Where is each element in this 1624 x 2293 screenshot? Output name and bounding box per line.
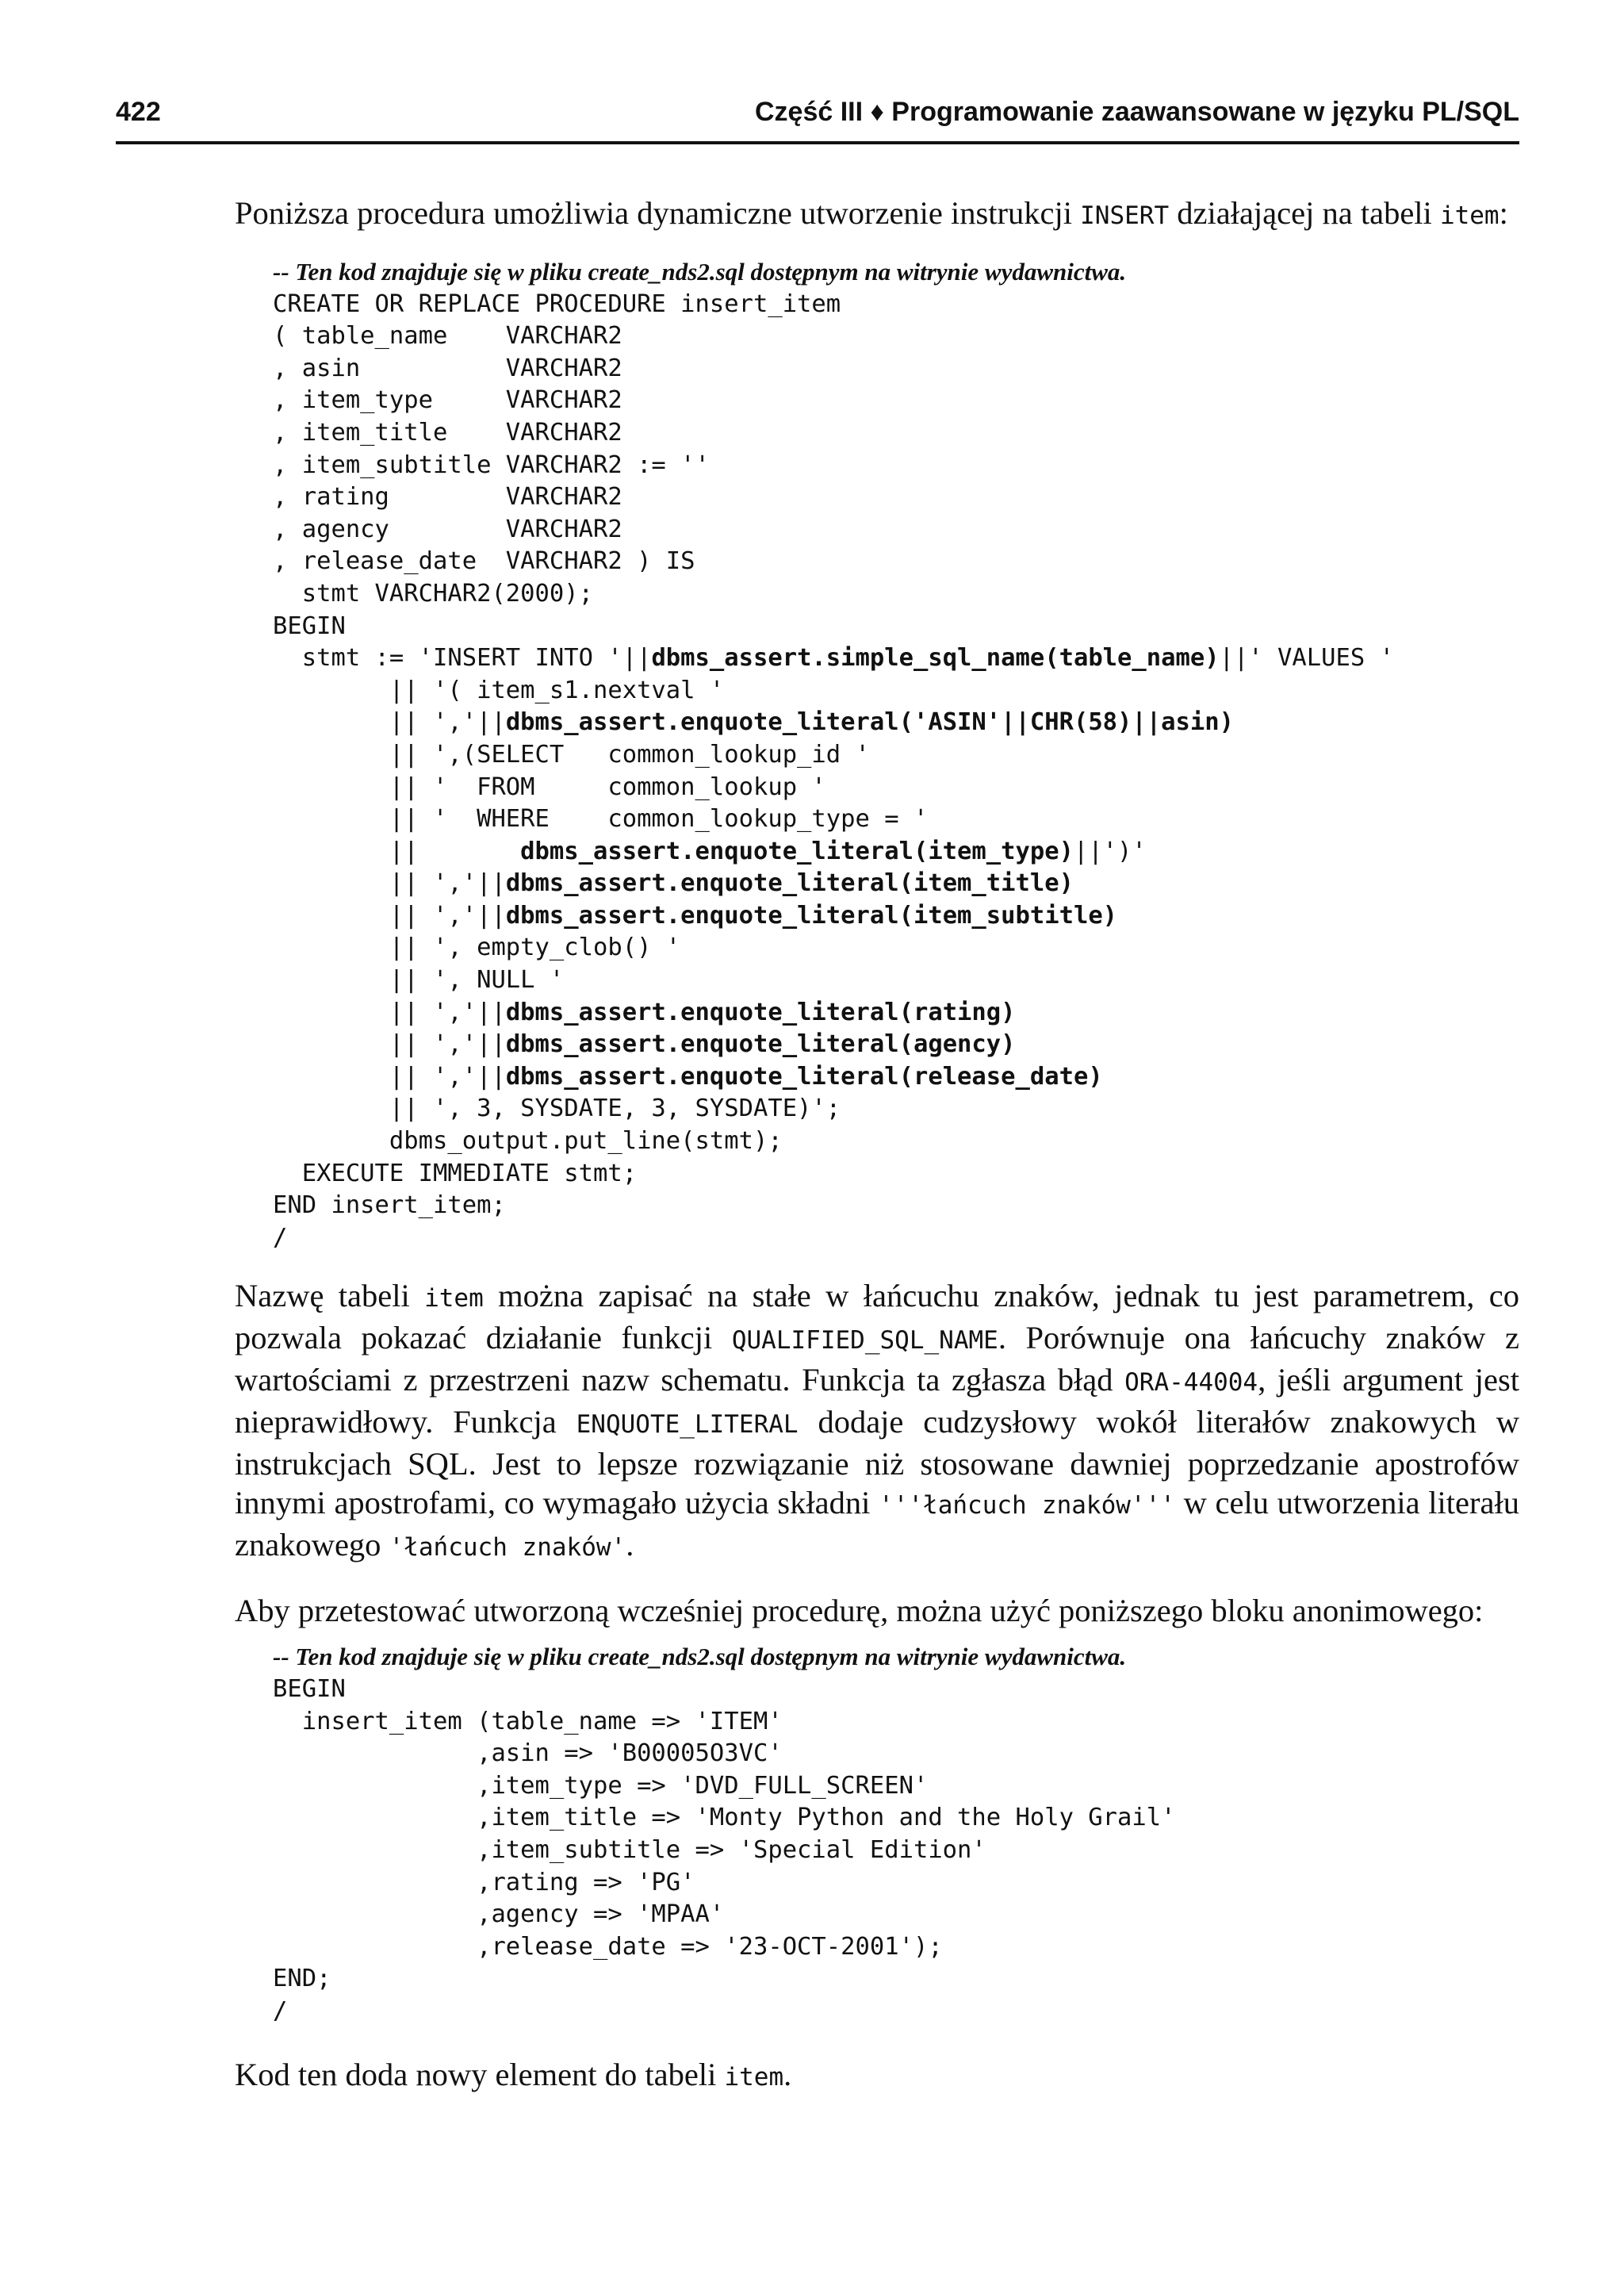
code-segment: ||' VALUES ' xyxy=(1219,644,1394,673)
page-header xyxy=(116,94,1519,144)
inline-code: 'łańcuch znaków' xyxy=(389,1533,626,1563)
code-line: || ' FROM common_lookup ' xyxy=(273,773,826,801)
para-text: dodaje cudzysłowy wokół literałów znakowych w instrukcjach SQL. Jest to lepsze rozwiązanie niż stosowane dawniej poprzedzanie apostrofów innymi apostrofami, co wymagało użycia składni xyxy=(235,1404,1519,1521)
para-text: . xyxy=(783,2056,792,2092)
code-line: CREATE OR REPLACE PROCEDURE insert_item xyxy=(273,290,841,318)
code-comment: -- Ten kod znajduje się w pliku create_nds2.sql dostępnym na witrynie wydawnictwa. xyxy=(273,258,1127,286)
para-text: . xyxy=(626,1527,634,1563)
code-line xyxy=(273,1029,1519,1061)
closing-paragraph xyxy=(235,2055,1519,2097)
code-line: ,item_subtitle => 'Special Edition' xyxy=(273,1835,986,1864)
code-line: ( table_name VARCHAR2 xyxy=(273,322,622,351)
code-line: || '( item_s1.nextval ' xyxy=(273,676,725,704)
code-segment: || ','|| xyxy=(273,869,506,898)
intro-code-insert: INSERT xyxy=(1080,201,1170,230)
para-text: . Porównuje ona łańcuchy znaków z wartościami z przestrzeni nazw schematu. Funkcja ta zgłasza błąd xyxy=(235,1320,1519,1398)
inline-code: '''łańcuch znaków''' xyxy=(879,1491,1175,1520)
code-line: || ', empty_clob() ' xyxy=(273,934,681,962)
code-block-test xyxy=(273,1641,1519,2027)
page-content xyxy=(235,194,1519,2097)
code-line: dbms_output.put_line(stmt); xyxy=(273,1127,783,1156)
code-line: stmt VARCHAR2(2000); xyxy=(273,579,593,608)
code-segment: || ','|| xyxy=(273,1062,506,1091)
code-bold-segment: dbms_assert.enquote_literal(agency) xyxy=(505,1030,1016,1059)
para-text: Kod ten doda nowy element do tabeli xyxy=(235,2056,725,2092)
para-text: w celu utworzenia literału znakowego xyxy=(235,1485,1519,1563)
page-number: 422 xyxy=(116,97,161,127)
code-line: , item_type VARCHAR2 xyxy=(273,386,622,415)
code-block-procedure xyxy=(273,256,1519,1254)
code-line: , item_title VARCHAR2 xyxy=(273,418,622,447)
code-comment: -- Ten kod znajduje się w pliku create_nds2.sql dostępnym na witrynie wydawnictwa. xyxy=(273,1643,1127,1671)
code-line: insert_item (table_name => 'ITEM' xyxy=(273,1707,783,1735)
code-line: , rating VARCHAR2 xyxy=(273,483,622,512)
code-bold-segment: dbms_assert.enquote_literal(item_subtitle) xyxy=(505,901,1118,930)
code-line xyxy=(273,868,1519,900)
code-line: || ',(SELECT common_lookup_id ' xyxy=(273,740,870,769)
para-text: Nazwę tabeli xyxy=(235,1278,425,1314)
inline-code: item xyxy=(724,2062,784,2092)
code-bold-segment: dbms_assert.enquote_literal('ASIN'||CHR(58)||asin) xyxy=(505,708,1234,737)
code-segment: || ','|| xyxy=(273,901,506,930)
code-bold-segment: dbms_assert.enquote_literal(item_type) xyxy=(520,837,1074,865)
code-line: BEGIN xyxy=(273,1675,346,1703)
code-line: ,item_title => 'Monty Python and the Holy Grail' xyxy=(273,1804,1176,1832)
para-text: można zapisać na stałe w łańcuchu znaków, jednak tu jest parametrem, co pozwala pokazać działanie funkcji xyxy=(235,1278,1519,1356)
intro-text-2: działającej na tabeli xyxy=(1169,195,1440,231)
code-line: ,agency => 'MPAA' xyxy=(273,1900,725,1929)
inline-code: item xyxy=(424,1284,484,1313)
code-bold-segment: dbms_assert.enquote_literal(rating) xyxy=(505,998,1016,1026)
code-line: BEGIN xyxy=(273,612,346,640)
code-line: || ' WHERE common_lookup_type = ' xyxy=(273,805,929,834)
code-line: || ', 3, SYSDATE, 3, SYSDATE)'; xyxy=(273,1095,841,1123)
code-line: END; xyxy=(273,1965,331,1993)
code-segment: || ','|| xyxy=(273,1030,506,1059)
intro-code-item: item xyxy=(1439,201,1500,230)
code-line: ,asin => 'B00005O3VC' xyxy=(273,1739,783,1768)
explanation-paragraph xyxy=(235,1276,1519,1567)
code-line: ,release_date => '23-OCT-2001'); xyxy=(273,1932,943,1961)
para-text: , jeśli argument jest nieprawidłowy. Funkcja xyxy=(235,1362,1519,1440)
intro-text-3: : xyxy=(1499,195,1508,231)
code-line: ,item_type => 'DVD_FULL_SCREEN' xyxy=(273,1771,929,1800)
code-line: , agency VARCHAR2 xyxy=(273,515,622,543)
code-bold-segment: dbms_assert.enquote_literal(release_date) xyxy=(505,1062,1103,1091)
code-line xyxy=(273,997,1519,1030)
inline-code: ENQUOTE_LITERAL xyxy=(576,1410,799,1440)
code-line xyxy=(273,707,1519,739)
code-segment: || xyxy=(273,837,521,865)
code-bold-segment: dbms_assert.enquote_literal(item_title) xyxy=(505,869,1074,898)
code-line: / xyxy=(273,1996,288,2025)
code-segment: || ','|| xyxy=(273,708,506,737)
code-line: , release_date VARCHAR2 ) IS xyxy=(273,547,695,576)
code-bold-segment: dbms_assert.simple_sql_name(table_name) xyxy=(651,644,1220,673)
code-line: , asin VARCHAR2 xyxy=(273,354,622,382)
test-intro-paragraph: Aby przetestować utworzoną wcześniej procedurę, można użyć poniższego bloku anonimowego: xyxy=(235,1593,1484,1629)
code-line: ,rating => 'PG' xyxy=(273,1868,695,1896)
intro-text-1: Poniższa procedura umożliwia dynamiczne utworzenie instrukcji xyxy=(235,195,1081,231)
code-line: END insert_item; xyxy=(273,1191,506,1220)
code-line: , item_subtitle VARCHAR2 := '' xyxy=(273,451,710,479)
intro-paragraph xyxy=(235,194,1519,236)
code-line xyxy=(273,642,1519,675)
running-head: Część III ♦ Programowanie zaawansowane w języku PL/SQL xyxy=(755,97,1519,127)
inline-code: ORA-44004 xyxy=(1124,1368,1258,1398)
code-line xyxy=(273,1061,1519,1094)
code-line: EXECUTE IMMEDIATE stmt; xyxy=(273,1159,638,1187)
inline-code: QUALIFIED_SQL_NAME xyxy=(731,1326,998,1355)
code-line: || ', NULL ' xyxy=(273,966,565,995)
code-line xyxy=(273,836,1519,869)
code-line xyxy=(273,900,1519,933)
code-line: / xyxy=(273,1223,288,1252)
code-segment: stmt := 'INSERT INTO '|| xyxy=(273,644,652,673)
code-segment: ||')' xyxy=(1073,837,1147,865)
code-segment: || ','|| xyxy=(273,998,506,1026)
